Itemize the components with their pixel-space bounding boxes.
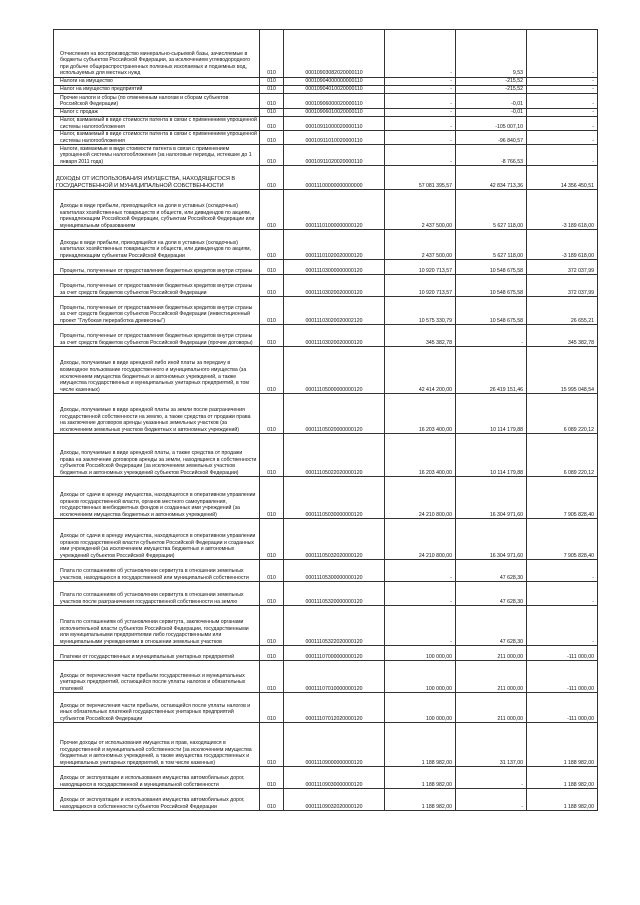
row-remaining-amount: - xyxy=(527,30,598,78)
row-line-code: 010 xyxy=(260,477,284,519)
row-executed-amount: 211 000,00 xyxy=(456,693,527,723)
row-name: Платежи от государственных и муниципальных унитарных предприятий xyxy=(54,646,260,661)
row-remaining-amount: 7 905 828,40 xyxy=(527,477,598,519)
table-row xyxy=(54,117,598,131)
row-plan-amount: - xyxy=(385,560,456,582)
row-name: Доходы от перечисления части прибыли, остающейся после уплаты налогов и иных обязательных платежей государственных унитарных предприятий субъектов Российской Федерации xyxy=(54,693,260,723)
row-budget-code: 00011105032020000120 xyxy=(284,519,385,560)
row-name: Доходы от сдачи в аренду имущества, находящегося в оперативном управлении органов государственной власти, органов местного самоуправления, государственных внебюджетных фондов и созданных ими учреждений (за исключением имущества бюджетных и автономных учреждений) xyxy=(54,477,260,519)
row-executed-amount: 10 548 675,58 xyxy=(456,275,527,297)
row-budget-code: 00011109032020000120 xyxy=(284,789,385,811)
row-budget-code: 00011105320000000120 xyxy=(284,582,385,606)
row-line-code: 010 xyxy=(260,723,284,767)
table-row xyxy=(54,606,598,646)
row-budget-code: 00011101020020000120 xyxy=(284,230,385,260)
row-line-code: 010 xyxy=(260,166,284,190)
row-plan-amount: - xyxy=(385,145,456,166)
row-name: Доходы от эксплуатации и использования имущества автомобильных дорог, находящихся в собственности субъектов Российской Федерации xyxy=(54,789,260,811)
row-budget-code: 00011100000000000000 xyxy=(284,166,385,190)
row-remaining-amount: 372 037,99 xyxy=(527,260,598,275)
table-row xyxy=(54,789,598,811)
row-name: Налоги на имущество xyxy=(54,78,260,86)
row-plan-amount: - xyxy=(385,30,456,78)
row-line-code: 010 xyxy=(260,275,284,297)
row-remaining-amount: - xyxy=(527,606,598,646)
row-line-code: 010 xyxy=(260,789,284,811)
row-executed-amount: -0,01 xyxy=(456,94,527,109)
row-executed-amount: 10 114 179,88 xyxy=(456,434,527,477)
row-budget-code: 00011105322020000120 xyxy=(284,606,385,646)
row-line-code: 010 xyxy=(260,560,284,582)
row-plan-amount: 1 188 982,00 xyxy=(385,789,456,811)
table-row xyxy=(54,693,598,723)
row-plan-amount: 16 203 400,00 xyxy=(385,434,456,477)
row-name: Доходы в виде прибыли, приходящейся на доли в уставных (складочных) капиталах хозяйственных товариществ и обществ, или дивидендов по акциям, принадлежащим субъектам Российской Федерации xyxy=(54,230,260,260)
row-remaining-amount: 1 188 982,00 xyxy=(527,789,598,811)
table-row xyxy=(54,519,598,560)
row-budget-code: 00011105300000000120 xyxy=(284,560,385,582)
row-plan-amount: 24 210 800,00 xyxy=(385,519,456,560)
row-plan-amount: - xyxy=(385,78,456,86)
row-line-code: 010 xyxy=(260,109,284,117)
table-body xyxy=(54,30,598,811)
row-name: Налог на имущество предприятий xyxy=(54,86,260,94)
row-remaining-amount: -3 189 618,00 xyxy=(527,230,598,260)
table-row xyxy=(54,723,598,767)
table-row xyxy=(54,582,598,606)
row-name: Налог, взимаемый в виде стоимости патента в связи с применением упрощенной системы налогообложения xyxy=(54,117,260,131)
row-budget-code: 00011107000000000120 xyxy=(284,646,385,661)
row-remaining-amount: -111 000,00 xyxy=(527,693,598,723)
table-row xyxy=(54,86,598,94)
row-line-code: 010 xyxy=(260,190,284,230)
row-plan-amount: - xyxy=(385,94,456,109)
table-row xyxy=(54,260,598,275)
table-row xyxy=(54,477,598,519)
table-row xyxy=(54,394,598,434)
row-executed-amount: 16 304 971,60 xyxy=(456,477,527,519)
row-line-code: 010 xyxy=(260,325,284,347)
row-line-code: 010 xyxy=(260,260,284,275)
row-name: Прочие налоги и сборы (по отмененным налогам и сборам субъектов Российской Федерации) xyxy=(54,94,260,109)
row-line-code: 010 xyxy=(260,582,284,606)
row-executed-amount: 10 548 675,58 xyxy=(456,260,527,275)
row-budget-code: 00011107010000000120 xyxy=(284,661,385,693)
row-name: Налог, взимаемый в виде стоимости патента в связи с применением упрощенной системы налогообложения xyxy=(54,131,260,145)
row-plan-amount: 10 575 330,79 xyxy=(385,297,456,325)
row-remaining-amount: - xyxy=(527,582,598,606)
row-plan-amount: 100 000,00 xyxy=(385,661,456,693)
row-name: Плата по соглашениям об установлении сервитута, заключенным органами исполнительной власти субъектов Российской Федерации, государственными или муниципальными предприятиями либо государственными или муниципальными учреждениями в отношении земельных участков xyxy=(54,606,260,646)
row-plan-amount: 1 188 982,00 xyxy=(385,723,456,767)
table-row xyxy=(54,109,598,117)
row-line-code: 010 xyxy=(260,606,284,646)
row-budget-code: 00010911020020000110 xyxy=(284,145,385,166)
row-line-code: 010 xyxy=(260,131,284,145)
row-remaining-amount: - xyxy=(527,94,598,109)
row-executed-amount: 47 628,30 xyxy=(456,606,527,646)
row-budget-code: 00010906000020000110 xyxy=(284,94,385,109)
row-name: Доходы, получаемые в виде арендной либо иной платы за передачу в возмездное пользование государственного и муниципального имущества (за исключением имущества бюджетных и автономных учреждений, а также имущества государственных и муниципальных унитарных предприятий, в том числе казенных) xyxy=(54,347,260,394)
row-line-code: 010 xyxy=(260,693,284,723)
row-budget-code: 00010904000000000110 xyxy=(284,78,385,86)
row-budget-code: 00010904010020000110 xyxy=(284,86,385,94)
row-line-code: 010 xyxy=(260,94,284,109)
row-executed-amount: 26 419 151,46 xyxy=(456,347,527,394)
row-name: Проценты, полученные от предоставления бюджетных кредитов внутри страны xyxy=(54,260,260,275)
row-remaining-amount: 15 995 048,54 xyxy=(527,347,598,394)
row-name: Проценты, полученные от предоставления бюджетных кредитов внутри страны за счет средств бюджетов субъектов Российской Федерации (инвестиционный проект "Глубокая переработка древесины") xyxy=(54,297,260,325)
row-executed-amount: 47 628,30 xyxy=(456,582,527,606)
row-name: Проценты, полученные от предоставления бюджетных кредитов внутри страны за счет средств бюджетов субъектов Российской Федерации xyxy=(54,275,260,297)
row-name: Плата по соглашениям об установлении сервитута в отношении земельных участков после разграничения государственной собственности на землю xyxy=(54,582,260,606)
row-executed-amount: 16 304 971,60 xyxy=(456,519,527,560)
table-row xyxy=(54,434,598,477)
table-row xyxy=(54,131,598,145)
row-name: Налоги, взимаемые в виде стоимости патента в связи с применением упрощенной системы налогообложения (за налоговые периоды, истекшие до 1 января 2011 года) xyxy=(54,145,260,166)
row-remaining-amount: - xyxy=(527,78,598,86)
row-name: Доходы в виде прибыли, приходящейся на доли в уставных (складочных) капиталах хозяйственных товариществ и обществ, или дивидендов по акциям, принадлежащим Российской Федерации, субъектам Российской Федерации или муниципальным образованиям xyxy=(54,190,260,230)
row-budget-code: 00011103020020002120 xyxy=(284,297,385,325)
row-plan-amount: 10 920 713,57 xyxy=(385,260,456,275)
row-executed-amount: 211 000,00 xyxy=(456,646,527,661)
row-name: ДОХОДЫ ОТ ИСПОЛЬЗОВАНИЯ ИМУЩЕСТВА, НАХОДЯЩЕГОСЯ В ГОСУДАРСТВЕННОЙ И МУНИЦИПАЛЬНОЙ СОБСТВЕННОСТИ xyxy=(54,166,260,190)
row-plan-amount: - xyxy=(385,131,456,145)
table-row xyxy=(54,190,598,230)
row-plan-amount: 2 437 500,00 xyxy=(385,230,456,260)
row-executed-amount: -96 840,57 xyxy=(456,131,527,145)
row-executed-amount: -215,52 xyxy=(456,78,527,86)
row-remaining-amount: - xyxy=(527,145,598,166)
table-row xyxy=(54,166,598,190)
row-plan-amount: 24 210 800,00 xyxy=(385,477,456,519)
row-name: Доходы, получаемые в виде арендной платы за земли после разграничения государственной собственности на землю, а также средства от продажи права на заключение договоров аренды указанных земельных участков (за исключением земельных участков бюджетных и автономных учреждений) xyxy=(54,394,260,434)
row-line-code: 010 xyxy=(260,86,284,94)
row-plan-amount: 1 188 982,00 xyxy=(385,767,456,789)
row-budget-code: 00011103000000000120 xyxy=(284,260,385,275)
row-plan-amount: 2 437 500,00 xyxy=(385,190,456,230)
row-budget-code: 00011101000000000120 xyxy=(284,190,385,230)
row-remaining-amount: -111 000,00 xyxy=(527,646,598,661)
row-remaining-amount: 1 188 982,00 xyxy=(527,767,598,789)
row-line-code: 010 xyxy=(260,347,284,394)
row-executed-amount: - xyxy=(456,789,527,811)
row-remaining-amount: - xyxy=(527,560,598,582)
table-row xyxy=(54,325,598,347)
row-name: Налог с продаж xyxy=(54,109,260,117)
row-budget-code: 00011103020020000120 xyxy=(284,325,385,347)
row-line-code: 010 xyxy=(260,661,284,693)
row-remaining-amount: 7 905 828,40 xyxy=(527,519,598,560)
row-plan-amount: - xyxy=(385,582,456,606)
row-name: Проценты, полученные от предоставления бюджетных кредитов внутри страны за счет средств бюджетов субъектов Российской Федерации (прочие договоры) xyxy=(54,325,260,347)
row-executed-amount: 10 114 179,88 xyxy=(456,394,527,434)
row-line-code: 010 xyxy=(260,767,284,789)
table-row xyxy=(54,661,598,693)
row-budget-code: 00010911010020000110 xyxy=(284,131,385,145)
row-name: Плата по соглашениям об установлении сервитута в отношении земельных участков, находящихся в государственной или муниципальной собственности xyxy=(54,560,260,582)
row-plan-amount: - xyxy=(385,606,456,646)
row-plan-amount: - xyxy=(385,117,456,131)
table-row xyxy=(54,560,598,582)
row-name: Отчисления на воспроизводство минерально-сырьевой базы, зачисляемые в бюджеты субъектов Российской Федерации, за исключением углеводородного при добыче общераспространенных полезных ископаемых и подземных вод, используемых для местных нужд xyxy=(54,30,260,78)
row-executed-amount: 5 627 118,00 xyxy=(456,230,527,260)
row-remaining-amount: 6 089 220,12 xyxy=(527,394,598,434)
row-remaining-amount: -111 000,00 xyxy=(527,661,598,693)
row-plan-amount: - xyxy=(385,86,456,94)
row-remaining-amount: - xyxy=(527,131,598,145)
row-remaining-amount: 26 655,21 xyxy=(527,297,598,325)
row-plan-amount: 42 414 200,00 xyxy=(385,347,456,394)
row-line-code: 010 xyxy=(260,78,284,86)
row-line-code: 010 xyxy=(260,145,284,166)
row-executed-amount: 9,53 xyxy=(456,30,527,78)
row-remaining-amount: 1 188 982,00 xyxy=(527,723,598,767)
row-executed-amount: - xyxy=(456,325,527,347)
row-budget-code: 00011105020000000120 xyxy=(284,394,385,434)
table-row xyxy=(54,347,598,394)
row-budget-code: 00011103020020000120 xyxy=(284,275,385,297)
row-executed-amount: -105 007,10 xyxy=(456,117,527,131)
row-executed-amount: 31 137,00 xyxy=(456,723,527,767)
row-budget-code: 00011105000000000120 xyxy=(284,347,385,394)
row-plan-amount: 16 203 400,00 xyxy=(385,394,456,434)
row-plan-amount: 100 000,00 xyxy=(385,693,456,723)
row-budget-code: 00011109000000000120 xyxy=(284,723,385,767)
row-plan-amount: 10 920 713,57 xyxy=(385,275,456,297)
row-name: Прочие доходы от использования имущества и прав, находящихся в государственной и муниципальной собственности (за исключением имущества бюджетных и автономных учреждений, а также имущества государственных и муниципальных унитарных предприятий, в том числе казенных) xyxy=(54,723,260,767)
row-executed-amount: 47 628,30 xyxy=(456,560,527,582)
row-executed-amount: 5 627 118,00 xyxy=(456,190,527,230)
row-budget-code: 00010906010020000110 xyxy=(284,109,385,117)
row-executed-amount: -8 766,53 xyxy=(456,145,527,166)
row-remaining-amount: 6 089 220,12 xyxy=(527,434,598,477)
table-row xyxy=(54,94,598,109)
row-executed-amount: -0,01 xyxy=(456,109,527,117)
row-budget-code: 00011107012020000120 xyxy=(284,693,385,723)
row-plan-amount: 100 000,00 xyxy=(385,646,456,661)
table-row xyxy=(54,230,598,260)
row-plan-amount: 345 382,78 xyxy=(385,325,456,347)
row-remaining-amount: 345 382,78 xyxy=(527,325,598,347)
row-line-code: 010 xyxy=(260,519,284,560)
table-row xyxy=(54,30,598,78)
row-name: Доходы от перечисления части прибыли государственных и муниципальных унитарных предприятий, остающейся после уплаты налогов и обязательных платежей xyxy=(54,661,260,693)
row-line-code: 010 xyxy=(260,230,284,260)
row-remaining-amount: -3 189 618,00 xyxy=(527,190,598,230)
row-executed-amount: - xyxy=(456,767,527,789)
row-line-code: 010 xyxy=(260,117,284,131)
row-name: Доходы от эксплуатации и использования имущества автомобильных дорог, находящихся в государственной и муниципальной собственности xyxy=(54,767,260,789)
table-row xyxy=(54,767,598,789)
row-line-code: 010 xyxy=(260,394,284,434)
row-line-code: 010 xyxy=(260,297,284,325)
row-plan-amount: - xyxy=(385,109,456,117)
row-executed-amount: 211 000,00 xyxy=(456,661,527,693)
row-executed-amount: 42 834 713,36 xyxy=(456,166,527,190)
table-row xyxy=(54,275,598,297)
table-row xyxy=(54,78,598,86)
row-budget-code: 00011105022020000120 xyxy=(284,434,385,477)
row-line-code: 010 xyxy=(260,30,284,78)
row-remaining-amount: - xyxy=(527,86,598,94)
row-executed-amount: -215,52 xyxy=(456,86,527,94)
row-remaining-amount: 372 037,99 xyxy=(527,275,598,297)
row-remaining-amount: - xyxy=(527,117,598,131)
row-line-code: 010 xyxy=(260,646,284,661)
row-name: Доходы от сдачи в аренду имущества, находящегося в оперативном управлении органов государственной власти субъектов Российской Федерации и созданных ими учреждений (за исключением имущества бюджетных и автономных учреждений субъектов Российской Федерации) xyxy=(54,519,260,560)
row-budget-code: 00010911000020000110 xyxy=(284,117,385,131)
row-budget-code: 00011105030000000120 xyxy=(284,477,385,519)
row-name: Доходы, получаемые в виде арендной платы, а также средства от продажи права на заключение договоров аренды за земли, находящиеся в собственности субъектов Российской Федерации (за исключением земельных участков бюджетных и автономных учреждений субъектов Российской Федерации) xyxy=(54,434,260,477)
table-row xyxy=(54,646,598,661)
table-row xyxy=(54,297,598,325)
row-budget-code: 00010903082020000110 xyxy=(284,30,385,78)
income-table xyxy=(53,29,598,811)
row-budget-code: 00011109030000000120 xyxy=(284,767,385,789)
table-row xyxy=(54,145,598,166)
row-executed-amount: 10 548 675,58 xyxy=(456,297,527,325)
row-plan-amount: 57 081 395,57 xyxy=(385,166,456,190)
row-remaining-amount: - xyxy=(527,109,598,117)
report-sheet xyxy=(53,29,597,811)
row-line-code: 010 xyxy=(260,434,284,477)
row-remaining-amount: 14 356 450,51 xyxy=(527,166,598,190)
